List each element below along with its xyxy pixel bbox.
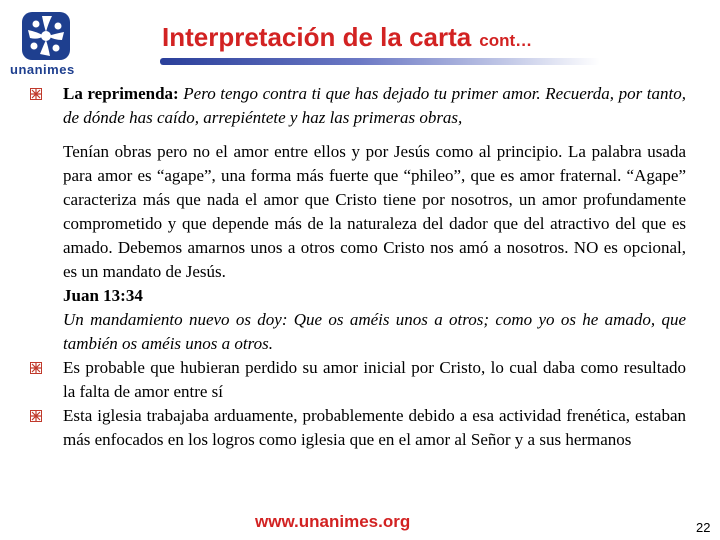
page-number: 22 [696,520,711,535]
title-text: Interpretación de la carta [162,22,472,52]
bullet-label: La reprimenda: [63,84,179,103]
bullet-reprimand [63,82,686,130]
bullet-icon [30,410,42,422]
bullet-icon [30,88,42,100]
title-underline-bar [160,58,600,65]
page-title [162,22,532,53]
verse-reference: Juan 13:34 [63,286,143,305]
bullet-hard-work [63,404,686,452]
footer-website-link[interactable]: www.unanimes.org [255,512,411,531]
explanation-paragraph: Tenían obras pero no el amor entre ellos y por Jesús como al principio. La palabra usada para amor es “agape”, una forma más fuerte que “phileo”, que es amor fraternal. “Agape” caracteriza más que nada el amor que Cristo tiene por nosotros, un amor profundamente comprometido y que depende más de la naturaleza del dador que del atractivo del que es amado. Debemos amarnos unos a otros como Cristo nos amó a nosotros. NO es opcional, es un mandato de Jesús. [63,142,686,281]
slide-body [63,82,686,452]
bullet-icon [30,362,42,374]
title-suffix: cont… [479,31,533,50]
verse-text: Un mandamiento nuevo os doy: Que os améis unos a otros; como yo os he amado, que también os améis unos a otros. [63,310,686,353]
bullet-quote: Pero tengo contra ti que has dejado tu primer amor. Recuerda, por tanto, de dónde has caído, arrepiéntete y haz las primeras obras, [63,84,686,127]
bullet-lost-love [63,356,686,404]
logo-text: unanimes [10,62,75,77]
bullet-text: Es probable que hubieran perdido su amor inicial por Cristo, lo cual daba como resultado la falta de amor entre sí [63,358,686,401]
bullet-text: Esta iglesia trabajaba arduamente, probablemente debido a esa actividad frenética, estaban más enfocados en los logros como iglesia que en el amor al Señor y a sus hermanos [63,406,686,449]
